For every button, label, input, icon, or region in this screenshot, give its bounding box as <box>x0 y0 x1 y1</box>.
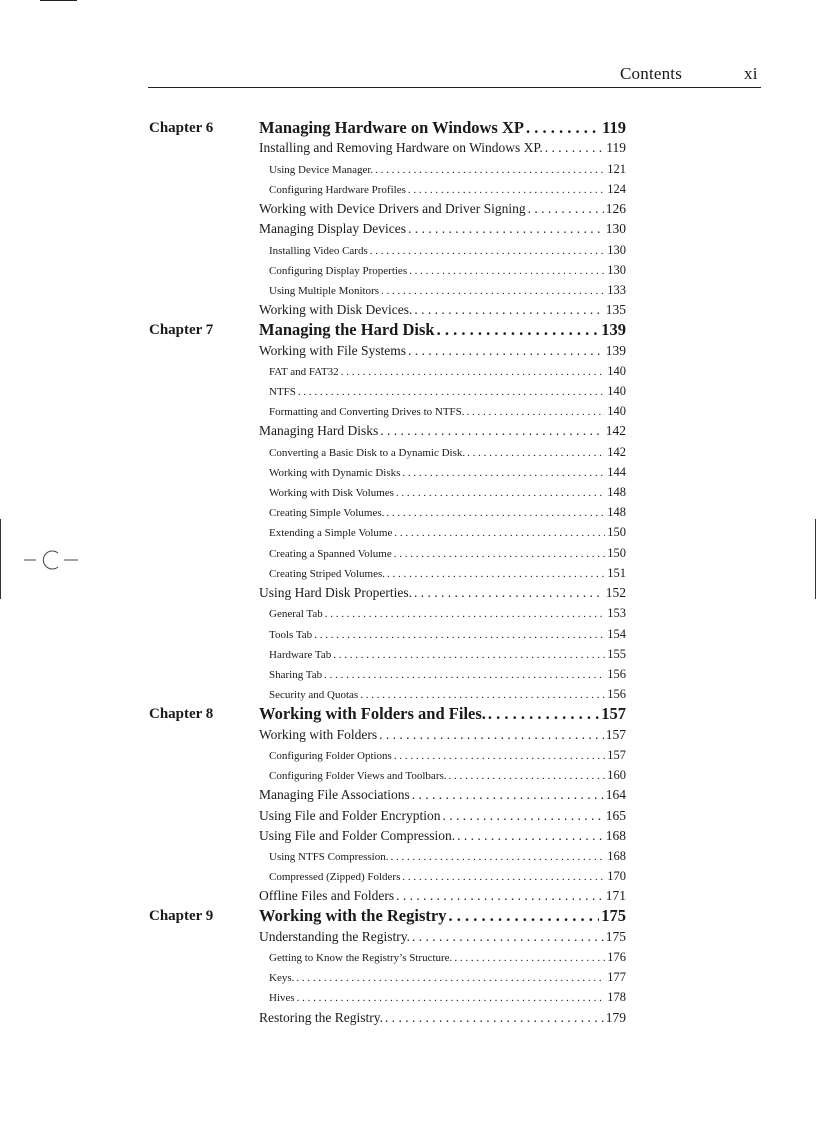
toc-entry-title: Managing Display Devices <box>259 221 406 236</box>
toc-entry-page: 176 <box>607 950 626 964</box>
toc-entry-title: Installing Video Cards <box>269 245 368 257</box>
toc-entry-title: Using NTFS Compression. <box>269 851 389 863</box>
toc-entry-page: 154 <box>607 627 626 641</box>
toc-entry-page: 148 <box>607 485 626 499</box>
toc-entry-title: Restoring the Registry. <box>259 1010 383 1025</box>
toc-entry-title: Configuring Display Properties <box>269 265 408 277</box>
toc-entry-page: 126 <box>605 201 626 216</box>
toc-entry-page: 175 <box>605 929 626 944</box>
toc-entry-title: Working with Dynamic Disks <box>269 467 401 479</box>
toc-entry[interactable] <box>269 987 626 1007</box>
toc-entry-page: 153 <box>607 606 626 620</box>
dot-leader <box>409 261 605 280</box>
toc-entry[interactable] <box>269 159 626 179</box>
toc-entry-page: 150 <box>607 525 626 539</box>
dot-leader <box>341 362 606 381</box>
dot-leader <box>324 665 605 684</box>
toc-entry[interactable] <box>269 967 626 987</box>
dot-leader <box>448 906 599 926</box>
toc-entry-page: 171 <box>605 888 626 903</box>
chapter-label: Chapter 7 <box>149 322 214 338</box>
toc-entry-page: 175 <box>601 906 626 925</box>
toc-entry[interactable] <box>269 947 626 967</box>
toc-entry-page: 119 <box>606 140 626 155</box>
dot-leader <box>457 826 604 846</box>
toc-entry[interactable] <box>259 704 626 724</box>
toc-entry-title: Security and Quotas <box>269 689 359 701</box>
dot-leader <box>385 1008 604 1028</box>
toc-entry-page: 119 <box>602 118 626 137</box>
toc-entry-page: 144 <box>607 465 626 479</box>
dot-leader <box>467 443 605 462</box>
dot-leader <box>402 463 605 482</box>
chapter-label: Chapter 8 <box>149 706 214 722</box>
toc-entry[interactable] <box>259 826 626 846</box>
dot-leader <box>526 118 600 138</box>
toc-entry[interactable] <box>269 442 626 462</box>
toc-entry-page: 150 <box>607 546 626 560</box>
toc-entry-title: Working with Folders <box>259 727 378 742</box>
toc-entry-title: General Tab <box>269 608 323 620</box>
toc-entry[interactable] <box>269 462 626 482</box>
toc-entry[interactable] <box>269 401 626 421</box>
toc-entry[interactable] <box>259 583 626 603</box>
running-header-title: Contents <box>620 64 683 83</box>
toc-entry-page: 155 <box>607 647 626 661</box>
dot-leader <box>467 402 606 421</box>
toc-entry[interactable] <box>269 522 626 542</box>
dot-leader <box>414 583 604 603</box>
dot-leader <box>408 180 605 199</box>
toc-entry[interactable] <box>259 300 626 320</box>
toc-entry-title: Configuring Folder Options <box>269 750 392 762</box>
toc-entry-page: 156 <box>607 667 626 681</box>
toc-entry-title: Installing and Removing Hardware on Windows XP. <box>259 140 543 155</box>
toc-entry[interactable] <box>259 927 626 947</box>
toc-entry-title: Using File and Folder Encryption <box>259 808 441 823</box>
toc-entry-title: Working with Disk Volumes <box>269 487 394 499</box>
toc-entry[interactable] <box>259 1008 626 1028</box>
toc-entry-title: Creating Simple Volumes. <box>269 507 385 519</box>
toc-entry-title: Compressed (Zipped) Folders <box>269 871 401 883</box>
dot-leader <box>380 421 604 441</box>
dot-leader <box>387 564 605 583</box>
toc-entry[interactable] <box>269 624 626 644</box>
toc-entry-title: Managing File Associations <box>259 787 410 802</box>
toc-entry-title: FAT and FAT32 <box>269 366 339 378</box>
dot-leader <box>333 645 605 664</box>
toc-entry-page: 160 <box>607 768 626 782</box>
toc-entry[interactable] <box>269 543 626 563</box>
dot-leader <box>442 806 603 826</box>
dot-leader <box>396 483 605 502</box>
dot-leader <box>391 847 606 866</box>
toc-entry[interactable] <box>269 684 626 704</box>
toc-entry[interactable] <box>269 482 626 502</box>
toc-entry-title: Creating a Spanned Volume <box>269 548 392 560</box>
toc-entry-page: 139 <box>605 343 626 358</box>
toc-entry-title: Converting a Basic Disk to a Dynamic Disk. <box>269 447 466 459</box>
toc-entry[interactable] <box>259 906 626 926</box>
toc-entry-title: Configuring Folder Views and Toolbars. <box>269 770 447 782</box>
toc-entry[interactable] <box>269 664 626 684</box>
toc-entry-title: Using Multiple Monitors <box>269 285 380 297</box>
toc-entry-title: Working with Device Drivers and Driver Signing <box>259 201 526 216</box>
toc-entry-title: Managing the Hard Disk <box>259 320 435 339</box>
toc-entry[interactable] <box>269 381 626 401</box>
toc-entry[interactable] <box>269 280 626 300</box>
dot-leader <box>375 160 605 179</box>
toc-entry-page: 170 <box>607 869 626 883</box>
toc-entry-title: Tools Tab <box>269 629 313 641</box>
toc-entry-page: 151 <box>607 566 626 580</box>
toc-entry-page: 121 <box>607 162 626 176</box>
toc-entry[interactable] <box>259 341 626 361</box>
toc-entry-page: 142 <box>607 445 626 459</box>
toc-entry-page: 130 <box>607 243 626 257</box>
dot-leader <box>408 341 604 361</box>
chapter-label: Chapter 9 <box>149 908 214 924</box>
dot-leader <box>414 300 603 320</box>
toc-entry[interactable] <box>259 219 626 239</box>
toc-entry-title: Working with Folders and Files. <box>259 704 486 723</box>
toc-entry-page: 177 <box>607 970 626 984</box>
toc-entry-page: 139 <box>601 320 626 339</box>
toc-entry-title: Hives <box>269 992 295 1004</box>
dot-leader <box>449 766 606 785</box>
dot-leader <box>454 948 605 967</box>
toc-entry[interactable] <box>269 846 626 866</box>
dot-leader <box>394 544 606 563</box>
toc-entry-title: Keys. <box>269 972 295 984</box>
dot-leader <box>297 988 606 1007</box>
toc-entry-title: Working with the Registry <box>259 906 447 925</box>
toc-entry[interactable] <box>269 361 626 381</box>
dot-leader <box>325 604 606 623</box>
toc-entry[interactable] <box>269 644 626 664</box>
toc-entry-title: Extending a Simple Volume <box>269 527 393 539</box>
toc-entry-title: Offline Files and Folders <box>259 888 395 903</box>
toc-entry-page: 142 <box>605 423 626 438</box>
dot-leader <box>437 320 600 340</box>
toc-entry-title: Creating Striped Volumes. <box>269 568 386 580</box>
running-header-page-number: xi <box>744 64 758 83</box>
toc-entry[interactable] <box>259 886 626 906</box>
toc-entry-page: 148 <box>607 505 626 519</box>
toc-entry[interactable] <box>269 502 626 522</box>
toc-entry-title: Working with File Systems <box>259 343 407 358</box>
dot-leader <box>379 725 604 745</box>
toc-entry[interactable] <box>269 603 626 623</box>
dot-leader <box>386 503 605 522</box>
toc-entry[interactable] <box>269 179 626 199</box>
toc-entry-title: Using File and Folder Compression. <box>259 828 456 843</box>
toc-entry-title: Using Hard Disk Properties. <box>259 585 412 600</box>
dot-leader <box>412 927 604 947</box>
toc-entry[interactable] <box>259 806 626 826</box>
toc-entry-page: 156 <box>607 687 626 701</box>
toc-entry[interactable] <box>259 118 626 138</box>
toc-entry-title: NTFS <box>269 386 296 398</box>
toc-entry-page: 165 <box>605 808 626 823</box>
dot-leader <box>314 625 605 644</box>
toc-entry-page: 157 <box>605 727 626 742</box>
toc-entry-page: 133 <box>607 283 626 297</box>
toc-entry[interactable] <box>269 563 626 583</box>
toc-entry-title: Sharing Tab <box>269 669 323 681</box>
toc-entry-title: Managing Hard Disks <box>259 423 379 438</box>
dot-leader <box>528 199 604 219</box>
toc-entry-page: 135 <box>605 302 626 317</box>
toc-entry-title: Configuring Hardware Profiles <box>269 184 406 196</box>
toc-entry[interactable] <box>259 421 626 441</box>
dot-leader <box>394 523 605 542</box>
toc-entry[interactable] <box>269 765 626 785</box>
toc-entry-page: 130 <box>607 263 626 277</box>
toc-entry-title: Getting to Know the Registry’s Structure. <box>269 952 453 964</box>
toc-entry-page: 164 <box>605 787 626 802</box>
toc-entry[interactable] <box>259 725 626 745</box>
dot-leader <box>298 382 605 401</box>
toc-entry-page: 140 <box>607 404 626 418</box>
toc-entry[interactable] <box>259 785 626 805</box>
toc-entry[interactable] <box>269 240 626 260</box>
dot-leader <box>545 138 604 158</box>
dot-leader <box>412 785 604 805</box>
toc-entry[interactable] <box>269 260 626 280</box>
chapter-label: Chapter 6 <box>149 120 214 136</box>
toc-entry-title: Understanding the Registry. <box>259 929 410 944</box>
toc-entry-page: 124 <box>607 182 626 196</box>
dot-leader <box>408 219 604 239</box>
dot-leader <box>370 241 606 260</box>
toc-entry-page: 140 <box>607 364 626 378</box>
toc-entry-title: Hardware Tab <box>269 649 332 661</box>
toc-entry-page: 157 <box>601 704 626 723</box>
toc-entry[interactable] <box>269 745 626 765</box>
toc-entry-page: 168 <box>607 849 626 863</box>
dot-leader <box>488 704 599 724</box>
toc-entry-title: Managing Hardware on Windows XP <box>259 118 524 137</box>
dot-leader <box>396 886 604 906</box>
dot-leader <box>402 867 605 886</box>
toc-entry[interactable] <box>259 199 626 219</box>
toc-entry-page: 130 <box>605 221 626 236</box>
toc-entry-page: 140 <box>607 384 626 398</box>
toc-entry-title: Formatting and Converting Drives to NTFS. <box>269 406 465 418</box>
toc-entry-page: 152 <box>605 585 626 600</box>
dot-leader <box>394 746 605 765</box>
toc-entry-title: Using Device Manager. <box>269 164 374 176</box>
toc-entry[interactable] <box>259 138 626 158</box>
dot-leader <box>381 281 605 300</box>
toc-entry-page: 178 <box>607 990 626 1004</box>
toc-entry[interactable] <box>259 320 626 340</box>
toc-entry-page: 157 <box>607 748 626 762</box>
dot-leader <box>296 968 605 987</box>
dot-leader <box>360 685 605 704</box>
toc-entry-page: 179 <box>605 1010 626 1025</box>
toc-entry[interactable] <box>269 866 626 886</box>
toc-entry-title: Working with Disk Devices. <box>259 302 413 317</box>
toc-entry-page: 168 <box>605 828 626 843</box>
